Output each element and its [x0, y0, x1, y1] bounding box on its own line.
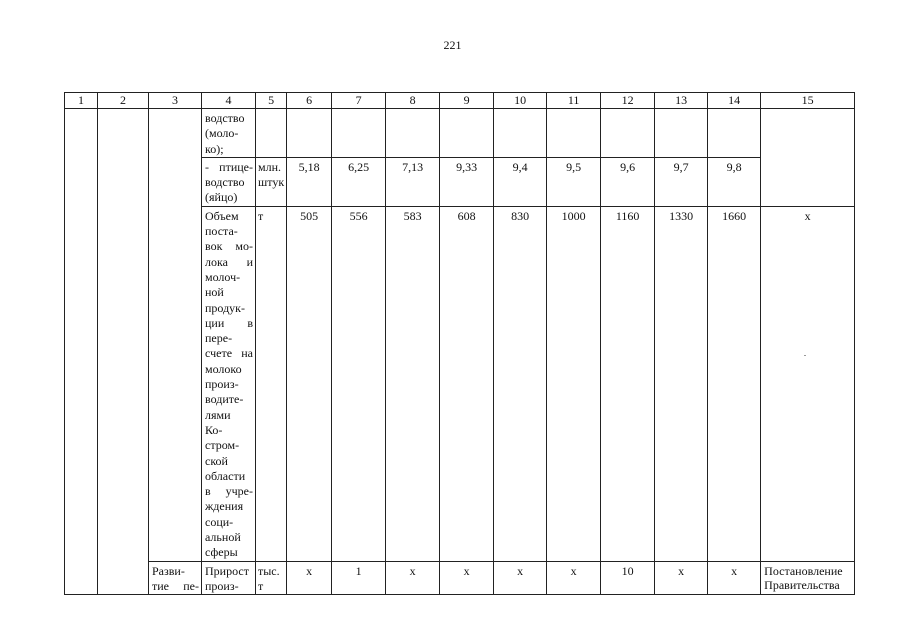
value-cell: 6,25 — [332, 157, 386, 206]
column-header: 2 — [98, 93, 149, 109]
column-header: 11 — [547, 93, 601, 109]
value-cell: 505 — [287, 206, 332, 561]
value-cell: 9,8 — [708, 157, 761, 206]
value-cell: 1 — [332, 561, 386, 595]
indicator-cell: водство (моло- ко); — [202, 109, 256, 158]
column-header: 15 — [761, 93, 855, 109]
column-header: 14 — [708, 93, 761, 109]
value-cell: х — [386, 561, 440, 595]
column-header: 12 — [601, 93, 655, 109]
value-cell: 1160 — [601, 206, 655, 561]
value-cell: 10 — [601, 561, 655, 595]
value-cell: х — [287, 561, 332, 595]
indicator-cell: - птице- водство (яйцо) — [202, 157, 256, 206]
indicator-cell: Объем поста- вок мо- лока и молоч- ной продук- ции в пере- счете на молоко произ- водите- лями Ко- стром- ской области в учре- ждения соци- альной сферы — [202, 206, 256, 561]
cell-col15 — [761, 109, 855, 207]
table-row — [65, 109, 855, 158]
value-cell: 583 — [386, 206, 440, 561]
value-cell: 9,6 — [601, 157, 655, 206]
value-cell: 9,5 — [547, 157, 601, 206]
indicator-cell: Прирост произ- — [202, 561, 256, 595]
value-cell: 1330 — [655, 206, 708, 561]
column-header: 13 — [655, 93, 708, 109]
column-header: 5 — [256, 93, 287, 109]
data-table — [64, 92, 855, 595]
value-cell: 1000 — [547, 206, 601, 561]
note-cell: Постановление Правительства — [761, 561, 855, 595]
column-header: 3 — [149, 93, 202, 109]
value-cell: 608 — [440, 206, 494, 561]
value-cell: 9,7 — [655, 157, 708, 206]
value-cell: 7,13 — [386, 157, 440, 206]
cell-col2 — [98, 109, 149, 595]
column-header: 6 — [287, 93, 332, 109]
cell-col3 — [149, 109, 202, 562]
table-row — [65, 561, 855, 595]
unit-cell — [256, 109, 287, 158]
note-cell: х — [761, 206, 855, 561]
value-cell: 830 — [494, 206, 547, 561]
unit-cell: млн. штук — [256, 157, 287, 206]
column-header: 1 — [65, 93, 98, 109]
unit-cell: т — [256, 206, 287, 561]
cell-col1 — [65, 109, 98, 595]
page-number: 221 — [443, 38, 462, 52]
value-cell: 1660 — [708, 206, 761, 561]
value-cell: 5,18 — [287, 157, 332, 206]
value-cell: 9,33 — [440, 157, 494, 206]
column-header: 7 — [332, 93, 386, 109]
unit-cell: тыс. т — [256, 561, 287, 595]
value-cell: х — [440, 561, 494, 595]
column-header: 9 — [440, 93, 494, 109]
value-cell: х — [494, 561, 547, 595]
program-cell: Разви- тие пе- — [149, 561, 202, 595]
value-cell: х — [547, 561, 601, 595]
column-header: 4 — [202, 93, 256, 109]
column-header: 8 — [386, 93, 440, 109]
value-cell: 9,4 — [494, 157, 547, 206]
value-cell: х — [655, 561, 708, 595]
header-row — [65, 93, 855, 109]
value-cell: х — [708, 561, 761, 595]
value-cell: 556 — [332, 206, 386, 561]
column-header: 10 — [494, 93, 547, 109]
scan-speck — [804, 355, 806, 356]
